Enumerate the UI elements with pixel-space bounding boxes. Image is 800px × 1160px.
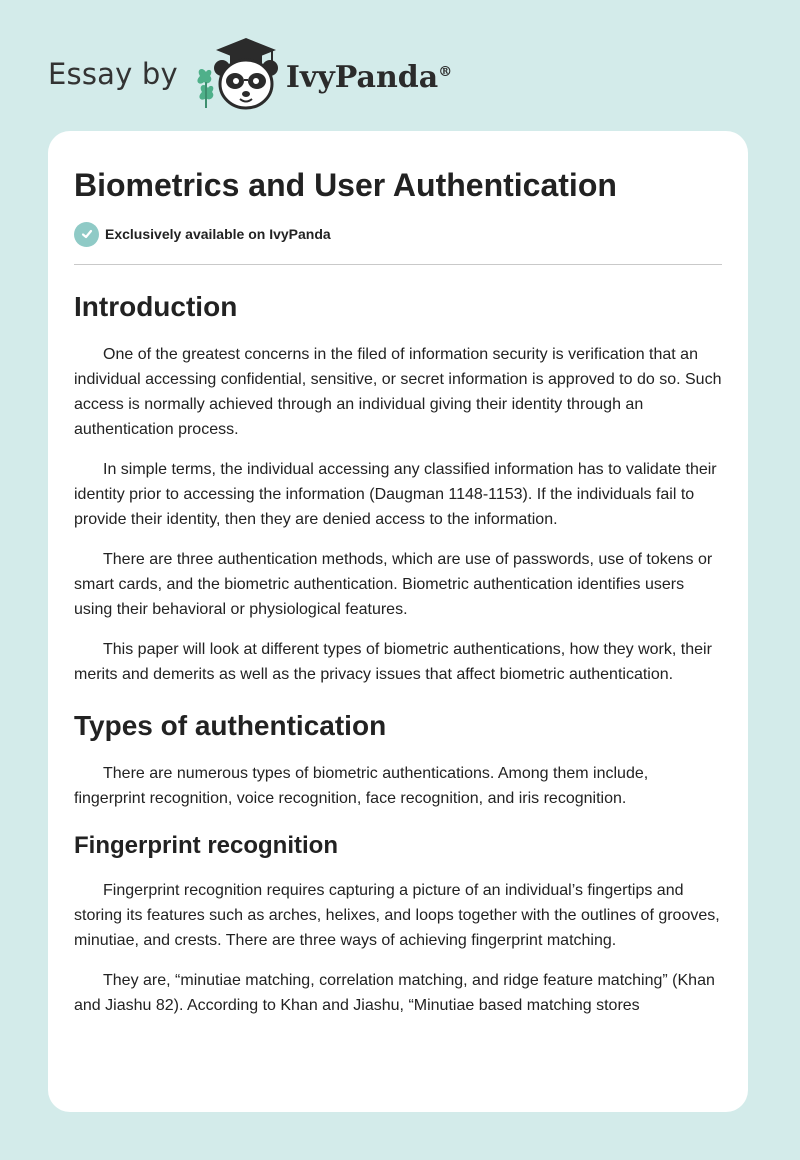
paragraph: In simple terms, the individual accessing any classified information has to validate their identity prior to accessing the information (Daugman 1148-1153). If the individuals fail to provide their identity, then they are denied access to the information. [74, 461, 717, 528]
heading-types-of-authentication: Types of authentication [74, 710, 387, 741]
paragraph: This paper will look at different types of biometric authentications, how they work, their merits and demerits as well as the privacy issues that affect biometric authentication. [74, 641, 712, 683]
registered-mark: ® [438, 63, 453, 80]
divider [74, 264, 722, 265]
exclusive-badge [74, 221, 722, 247]
paragraph: They are, “minutiae matching, correlation matching, and ridge feature matching” (Khan and Jiashu 82). According to Khan and Jiashu, “Minutiae based matching stores [74, 972, 715, 1014]
exclusive-label: Exclusively available on IvyPanda [105, 226, 331, 242]
site-header [48, 34, 452, 114]
heading-introduction: Introduction [74, 291, 238, 322]
paragraph: One of the greatest concerns in the filed of information security is verification that an individual accessing confidential, sensitive, or secret information is approved to do so. Such access is normally achieved through an individual giving their identity through an authentication process. [74, 346, 722, 438]
heading-fingerprint-recognition: Fingerprint recognition [74, 832, 338, 859]
check-icon [74, 222, 99, 247]
essay-card [48, 131, 748, 1112]
paragraph: There are numerous types of biometric authentications. Among them include, fingerprint recognition, voice recognition, face recognition, and iris recognition. [74, 765, 649, 807]
paragraph: There are three authentication methods, which are use of passwords, use of tokens or smart cards, and the biometric authentication. Biometric authentication identifies users using their behavioral or physiological features. [74, 551, 713, 618]
essay-by-label: Essay by [48, 57, 178, 91]
page-title: Biometrics and User Authentication [74, 167, 617, 203]
panda-logo-icon[interactable] [192, 36, 284, 112]
brand-name[interactable] [286, 60, 452, 95]
paragraph: Fingerprint recognition requires capturing a picture of an individual’s fingertips and storing its features such as arches, helixes, and loops together with the outlines of grooves, minutiae, and crests. There are three ways of achieving fingerprint matching. [74, 882, 720, 949]
brand-text: IvyPanda [285, 59, 439, 95]
